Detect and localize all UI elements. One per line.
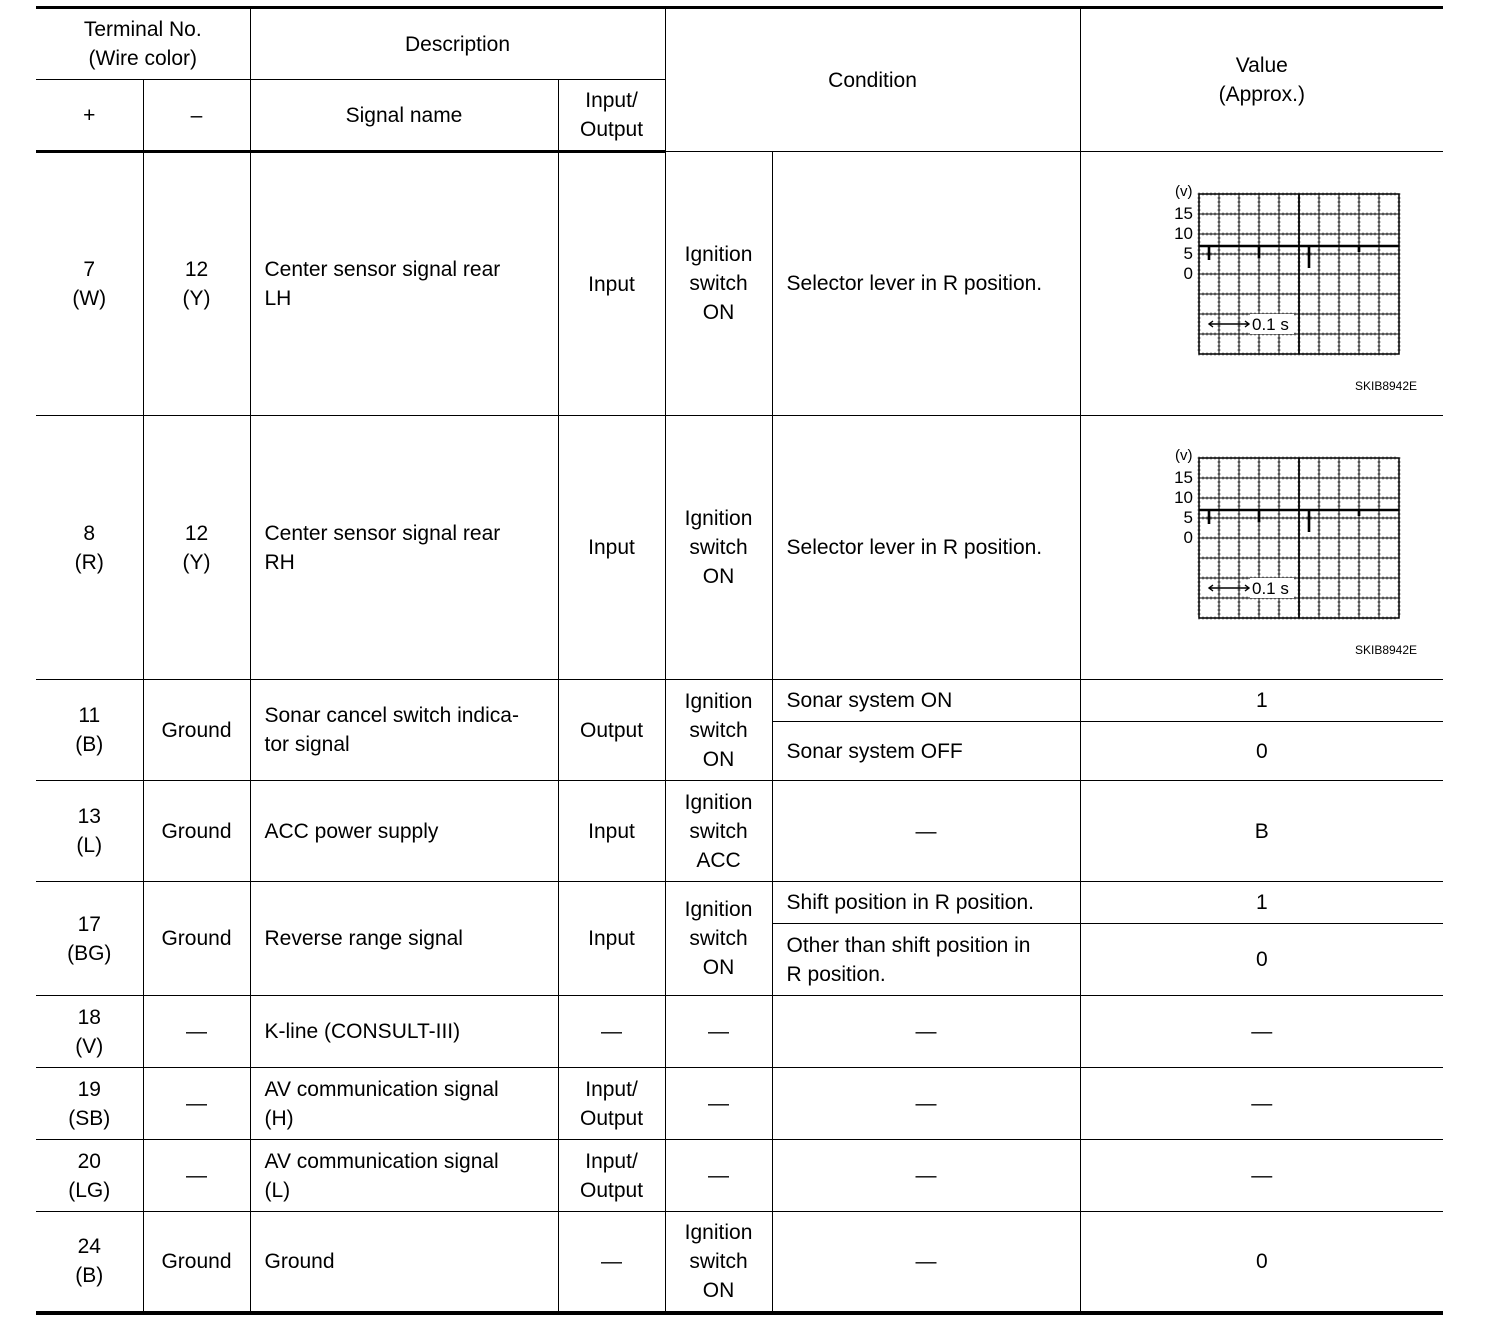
signal-name-cell: Sonar cancel switch indica- tor signal — [250, 680, 558, 781]
table-row — [36, 1212, 1443, 1313]
value-cell: B — [1080, 781, 1443, 882]
signal-name-cell: ACC power supply — [250, 781, 558, 882]
header-signal-name: Signal name — [250, 80, 558, 152]
value-cell: 0 — [1080, 1212, 1443, 1313]
minus-cell: Ground — [143, 1212, 250, 1313]
header-terminal-no: Terminal No. (Wire color) — [36, 8, 250, 80]
io-cell: Input/ Output — [558, 1068, 665, 1140]
ignition-cell: Ignition switch ON — [665, 680, 772, 781]
waveform-code: SKIB8942E — [1354, 643, 1418, 657]
waveform-y-tick: 5 — [1183, 507, 1193, 527]
condition-cell: — — [772, 1212, 1080, 1313]
terminal-cell: 11 (B) — [36, 680, 143, 781]
waveform-y-tick: 15 — [1173, 467, 1193, 487]
ignition-cell: — — [665, 996, 772, 1068]
condition-cell: — — [772, 1068, 1080, 1140]
condition-cell: Shift position in R position. — [772, 882, 1080, 924]
table-row — [36, 996, 1443, 1068]
minus-cell: — — [143, 1140, 250, 1212]
terminal-cell: 19 (SB) — [36, 1068, 143, 1140]
io-cell: Input — [558, 882, 665, 996]
value-cell: 0 — [1080, 722, 1443, 781]
terminal-table — [36, 6, 1443, 1315]
condition-cell: Selector lever in R position. — [772, 152, 1080, 416]
io-cell: — — [558, 996, 665, 1068]
header-input-output: Input/ Output — [558, 80, 665, 152]
waveform-unit-label: (v) — [1174, 447, 1193, 464]
value-cell: 1 — [1080, 882, 1443, 924]
header-condition: Condition — [665, 8, 1080, 152]
minus-cell: — — [143, 1068, 250, 1140]
waveform-chart — [1117, 184, 1407, 384]
condition-cell: — — [772, 996, 1080, 1068]
waveform-time-arrow — [1209, 321, 1249, 327]
table-row — [36, 152, 1443, 416]
condition-cell: Other than shift position in R position. — [772, 924, 1080, 996]
io-cell: Input — [558, 416, 665, 680]
waveform-cell — [1080, 152, 1443, 416]
terminal-cell: 17 (BG) — [36, 882, 143, 996]
header-plus: + — [36, 80, 143, 152]
terminal-cell: 24 (B) — [36, 1212, 143, 1313]
signal-name-cell: AV communication signal (L) — [250, 1140, 558, 1212]
header-description: Description — [250, 8, 665, 80]
signal-name-cell: Reverse range signal — [250, 882, 558, 996]
io-cell: — — [558, 1212, 665, 1313]
waveform-code: SKIB8942E — [1354, 379, 1418, 393]
minus-cell: Ground — [143, 680, 250, 781]
table-row — [36, 416, 1443, 680]
value-cell: — — [1080, 1140, 1443, 1212]
waveform-y-tick: 10 — [1173, 487, 1193, 507]
table-row — [36, 1068, 1443, 1140]
ignition-cell: Ignition switch ON — [665, 882, 772, 996]
ignition-cell: Ignition switch ON — [665, 152, 772, 416]
waveform-grid — [1199, 194, 1399, 354]
terminal-cell: 7 (W) — [36, 152, 143, 416]
signal-name-cell: Ground — [250, 1212, 558, 1313]
condition-cell: Sonar system ON — [772, 680, 1080, 722]
waveform-time-arrow — [1209, 585, 1249, 591]
terminal-cell: 13 (L) — [36, 781, 143, 882]
ignition-cell: Ignition switch ACC — [665, 781, 772, 882]
terminal-cell: 20 (LG) — [36, 1140, 143, 1212]
condition-cell: — — [772, 781, 1080, 882]
io-cell: Input — [558, 152, 665, 416]
waveform-y-tick: 15 — [1173, 203, 1193, 223]
waveform-y-tick: 10 — [1173, 223, 1193, 243]
value-cell: — — [1080, 996, 1443, 1068]
io-cell: Input/ Output — [558, 1140, 665, 1212]
table-row — [36, 1140, 1443, 1212]
waveform-chart — [1117, 448, 1407, 648]
waveform-y-tick: 0 — [1183, 527, 1193, 547]
header-value: Value (Approx.) — [1080, 8, 1443, 152]
value-cell: — — [1080, 1068, 1443, 1140]
terminal-cell: 18 (V) — [36, 996, 143, 1068]
waveform-time-label: 0.1 s — [1251, 578, 1289, 598]
terminal-cell: 8 (R) — [36, 416, 143, 680]
waveform-y-tick: 5 — [1183, 243, 1193, 263]
waveform-time-label: 0.1 s — [1251, 314, 1289, 334]
signal-name-cell: Center sensor signal rear RH — [250, 416, 558, 680]
minus-cell: — — [143, 996, 250, 1068]
waveform-y-tick: 0 — [1183, 263, 1193, 283]
signal-name-cell: Center sensor signal rear LH — [250, 152, 558, 416]
io-cell: Input — [558, 781, 665, 882]
ignition-cell: — — [665, 1140, 772, 1212]
condition-cell: Selector lever in R position. — [772, 416, 1080, 680]
header-minus: – — [143, 80, 250, 152]
condition-cell: — — [772, 1140, 1080, 1212]
io-cell: Output — [558, 680, 665, 781]
signal-name-cell: K-line (CONSULT-III) — [250, 996, 558, 1068]
minus-cell: Ground — [143, 781, 250, 882]
minus-cell: 12 (Y) — [143, 152, 250, 416]
value-cell: 0 — [1080, 924, 1443, 996]
table-row — [36, 882, 1443, 924]
condition-cell: Sonar system OFF — [772, 722, 1080, 781]
ignition-cell: Ignition switch ON — [665, 416, 772, 680]
minus-cell: 12 (Y) — [143, 416, 250, 680]
table-row — [36, 680, 1443, 722]
value-cell: 1 — [1080, 680, 1443, 722]
waveform-grid — [1199, 458, 1399, 618]
minus-cell: Ground — [143, 882, 250, 996]
ignition-cell: Ignition switch ON — [665, 1212, 772, 1313]
signal-name-cell: AV communication signal (H) — [250, 1068, 558, 1140]
ignition-cell: — — [665, 1068, 772, 1140]
waveform-cell — [1080, 416, 1443, 680]
table-row — [36, 781, 1443, 882]
waveform-unit-label: (v) — [1174, 183, 1193, 200]
